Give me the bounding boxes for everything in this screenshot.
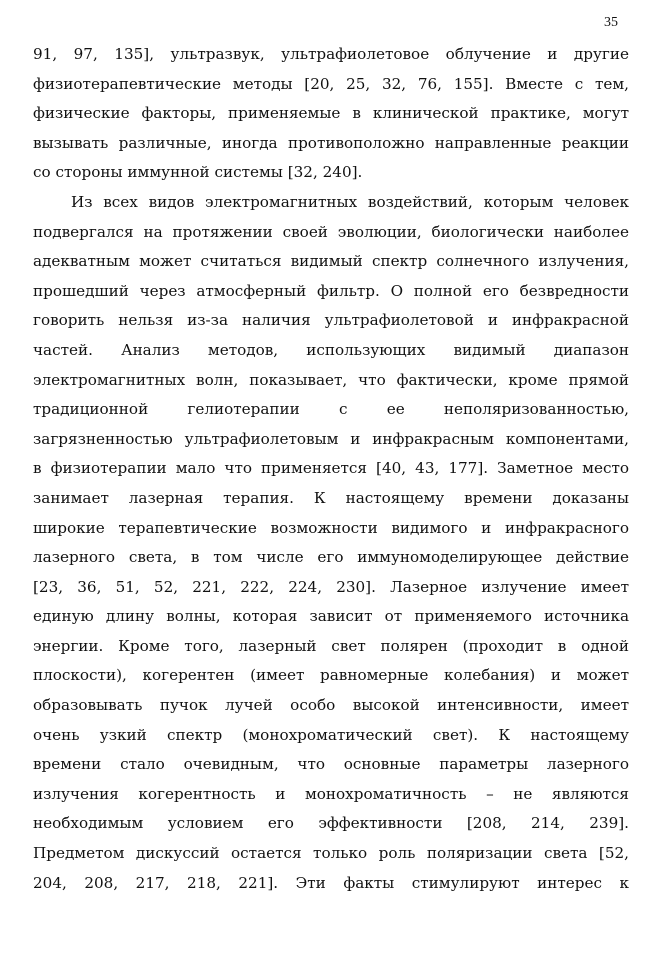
text-line: лазерного света, в том числе его иммуномоделирующее действие bbox=[33, 548, 629, 567]
text-line: прошедший через атмосферный фильтр. О полной его безвредности bbox=[33, 281, 629, 300]
text-line: единую длину волны, которая зависит от применяемого источника bbox=[33, 607, 629, 626]
page-number: 35 bbox=[604, 15, 618, 30]
text-line: очень узкий спектр (монохроматический свет). К настоящему bbox=[33, 725, 629, 744]
text-line: частей. Анализ методов, использующих видимый диапазон bbox=[33, 340, 629, 359]
text-line: излучения когерентность и монохроматичность – не являются bbox=[33, 784, 629, 803]
text-line: адекватным может считаться видимый спектр солнечного излучения, bbox=[33, 252, 629, 271]
text-line: физиотерапевтические методы [20, 25, 32, 76, 155]. Вместе с тем, bbox=[33, 74, 629, 93]
text-line: физические факторы, применяемые в клинической практике, могут bbox=[33, 104, 629, 123]
body-text bbox=[33, 40, 629, 898]
text-line: энергии. Кроме того, лазерный свет полярен (проходит в одной bbox=[33, 636, 629, 655]
text-line: Из всех видов электромагнитных воздействий, которым человек bbox=[71, 192, 629, 211]
text-line: времени стало очевидным, что основные параметры лазерного bbox=[33, 755, 629, 774]
text-line: 91, 97, 135], ультразвук, ультрафиолетовое облучение и другие bbox=[33, 45, 629, 63]
text-line: в физиотерапии мало что применяется [40, 43, 177]. Заметное место bbox=[33, 459, 629, 478]
text-line: плоскости), когерентен (имеет равномерные колебания) и может bbox=[33, 666, 629, 685]
text-line: занимает лазерная терапия. К настоящему времени доказаны bbox=[33, 488, 629, 507]
text-line: широкие терапевтические возможности видимого и инфракрасного bbox=[33, 518, 629, 537]
text-line: [23, 36, 51, 52, 221, 222, 224, 230]. Лазерное излучение имеет bbox=[33, 577, 629, 596]
text-line: 204, 208, 217, 218, 221]. Эти факты стимулируют интерес к bbox=[33, 873, 629, 892]
text-line: говорить нельзя из-за наличия ультрафиолетовой и инфракрасной bbox=[33, 311, 629, 330]
text-line: традиционной гелиотерапии с ее неполяризованностью, bbox=[33, 400, 629, 419]
text-line: со стороны иммунной системы [32, 240]. bbox=[33, 163, 363, 182]
text-line: электромагнитных волн, показывает, что фактически, кроме прямой bbox=[33, 370, 629, 389]
text-line: образовывать пучок лучей особо высокой интенсивности, имеет bbox=[33, 696, 629, 715]
text-line: необходимым условием его эффективности [208, 214, 239]. bbox=[33, 814, 629, 833]
text-line: загрязненностью ультрафиолетовым и инфракрасным компонентами, bbox=[33, 429, 629, 448]
text-line: Предметом дискуссий остается только роль поляризации света [52, bbox=[33, 844, 629, 863]
text-line: подвергался на протяжении своей эволюции, биологически наиболее bbox=[33, 222, 629, 241]
text-line: вызывать различные, иногда противоположно направленные реакции bbox=[33, 133, 629, 152]
